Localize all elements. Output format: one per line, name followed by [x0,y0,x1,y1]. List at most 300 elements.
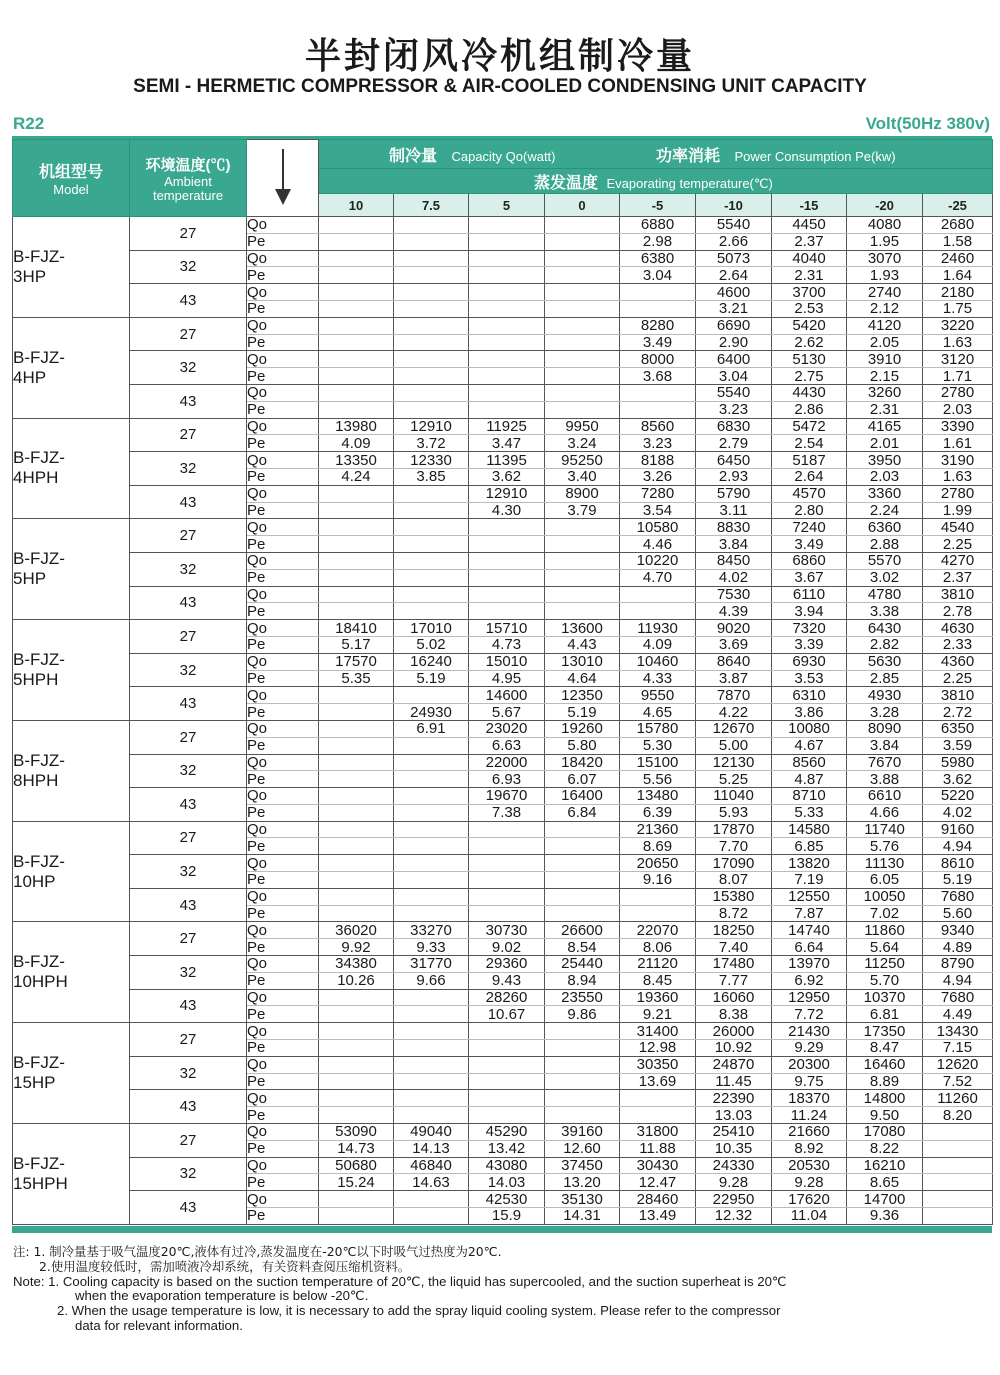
ambient-cell: 43 [130,888,247,922]
param-cell: Pe [247,1040,319,1057]
value-cell [319,788,394,805]
value-cell [545,401,620,418]
value-cell [469,1056,545,1073]
value-cell: 12.60 [545,1140,620,1157]
value-cell: 43080 [469,1157,545,1174]
value-cell: 8280 [620,317,696,334]
param-cell: Pe [247,1006,319,1023]
value-cell [620,1107,696,1124]
value-cell: 6.63 [469,737,545,754]
param-cell: Qo [247,1056,319,1073]
param-cell: Pe [247,670,319,687]
param-cell: Pe [247,401,319,418]
value-cell: 3.94 [772,603,847,620]
value-cell: 4780 [847,586,923,603]
value-cell: 8.07 [696,872,772,889]
param-cell: Pe [247,972,319,989]
value-cell: 4.09 [319,435,394,452]
value-cell: 5.60 [923,905,993,922]
value-cell [394,1073,469,1090]
value-cell: 2.78 [923,603,993,620]
value-cell [394,1006,469,1023]
value-cell: 1.71 [923,368,993,385]
value-cell: 12910 [469,485,545,502]
value-cell: 15.24 [319,1174,394,1191]
param-cell: Pe [247,1140,319,1157]
ambient-cell: 32 [130,452,247,486]
value-cell: 5.17 [319,636,394,653]
value-cell: 3.21 [696,300,772,317]
value-cell: 6.05 [847,872,923,889]
value-cell: 6.93 [469,771,545,788]
value-cell: 20300 [772,1056,847,1073]
value-cell [394,872,469,889]
value-cell: 6.07 [545,771,620,788]
param-cell: Pe [247,737,319,754]
value-cell: 18250 [696,922,772,939]
note-zh-2: 2.使用温度较低时，需加喷液冷却系统，有关资料查阅压缩机资料。 [39,1258,411,1274]
value-cell: 6.39 [620,804,696,821]
value-cell [319,1208,394,1225]
value-cell: 10.67 [469,1006,545,1023]
value-cell [469,1090,545,1107]
value-cell [469,300,545,317]
value-cell [620,888,696,905]
value-cell: 14600 [469,687,545,704]
value-cell [469,401,545,418]
param-cell: Qo [247,284,319,301]
param-cell: Qo [247,384,319,401]
value-cell: 5.35 [319,670,394,687]
value-cell [469,368,545,385]
table-row [13,821,993,838]
value-cell: 3.49 [620,334,696,351]
value-cell [319,888,394,905]
page-title-zh: 半封闭风冷机组制冷量 [304,36,695,77]
value-cell: 6360 [847,519,923,536]
value-cell [620,586,696,603]
value-cell [319,1040,394,1057]
value-cell: 6.81 [847,1006,923,1023]
value-cell: 8900 [545,485,620,502]
value-cell: 7.40 [696,939,772,956]
value-cell: 4430 [772,384,847,401]
value-cell: 9.02 [469,939,545,956]
capacity-power-header: 制冷量 Capacity Qo(watt) 功率消耗 Power Consumption Pe(kw) [319,140,993,169]
param-cell: Qo [247,1090,319,1107]
param-cell: Pe [247,334,319,351]
value-cell [545,855,620,872]
param-cell: Pe [247,536,319,553]
value-cell: 6830 [696,418,772,435]
value-cell: 9.36 [847,1208,923,1225]
value-cell: 12130 [696,754,772,771]
value-cell [319,1191,394,1208]
value-cell: 17620 [772,1191,847,1208]
value-cell: 49040 [394,1124,469,1141]
value-cell [469,1073,545,1090]
value-cell [545,552,620,569]
value-cell: 6.85 [772,838,847,855]
value-cell: 1.61 [923,435,993,452]
value-cell: 3.49 [772,536,847,553]
value-cell [394,586,469,603]
value-cell: 31800 [620,1124,696,1141]
value-cell: 9.43 [469,972,545,989]
param-cell: Qo [247,788,319,805]
value-cell: 4.65 [620,704,696,721]
value-cell [545,838,620,855]
value-cell [394,300,469,317]
value-cell: 3.28 [847,704,923,721]
value-cell [319,1006,394,1023]
value-cell [545,217,620,234]
value-cell [469,267,545,284]
value-cell: 3.26 [620,468,696,485]
value-cell: 13.03 [696,1107,772,1124]
value-cell: 1.75 [923,300,993,317]
value-cell [319,267,394,284]
value-cell: 9550 [620,687,696,704]
value-cell: 8.20 [923,1107,993,1124]
value-cell [469,821,545,838]
value-cell [394,485,469,502]
value-cell [394,855,469,872]
value-cell: 18410 [319,620,394,637]
value-cell [394,1208,469,1225]
param-cell: Qo [247,250,319,267]
value-cell: 8.47 [847,1040,923,1057]
value-cell [545,1073,620,1090]
value-cell [319,1107,394,1124]
value-cell: 2780 [923,485,993,502]
param-cell: Pe [247,1208,319,1225]
table-row [13,351,993,368]
value-cell: 11925 [469,418,545,435]
model-cell: B-FJZ- 5HPH [13,620,130,721]
table-row [13,384,993,401]
value-cell [620,401,696,418]
value-cell: 10.26 [319,972,394,989]
value-cell: 12.32 [696,1208,772,1225]
value-cell: 4.09 [620,636,696,653]
value-cell: 30350 [620,1056,696,1073]
value-cell: 4.22 [696,704,772,721]
value-cell: 3810 [923,586,993,603]
value-cell: 2.79 [696,435,772,452]
value-cell: 4.87 [772,771,847,788]
value-cell: 5540 [696,217,772,234]
value-cell: 5980 [923,754,993,771]
value-cell [319,334,394,351]
value-cell: 5540 [696,384,772,401]
table-row [13,687,993,704]
ambient-cell: 32 [130,552,247,586]
param-cell: Qo [247,888,319,905]
value-cell [545,905,620,922]
table-row [13,1090,993,1107]
table-row [13,653,993,670]
param-cell: Pe [247,1107,319,1124]
note-en-2b: data for relevant information. [75,1317,243,1333]
value-cell: 14.13 [394,1140,469,1157]
value-cell [545,250,620,267]
model-cell: B-FJZ- 4HPH [13,418,130,519]
value-cell: 3.85 [394,468,469,485]
value-cell [923,1208,993,1225]
ambient-cell: 27 [130,1124,247,1158]
value-cell [319,905,394,922]
value-cell: 6.64 [772,939,847,956]
value-cell: 13980 [319,418,394,435]
model-cell: B-FJZ- 10HPH [13,922,130,1023]
param-cell: Qo [247,956,319,973]
value-cell: 21660 [772,1124,847,1141]
value-cell: 5790 [696,485,772,502]
value-cell [469,250,545,267]
value-cell: 11.88 [620,1140,696,1157]
value-cell: 3.11 [696,502,772,519]
value-cell [394,1107,469,1124]
value-cell [394,788,469,805]
evap-temp-col-header: -15 [772,194,847,217]
value-cell: 8.94 [545,972,620,989]
value-cell: 7240 [772,519,847,536]
value-cell: 11260 [923,1090,993,1107]
refrigerant-label: R22 [13,114,45,133]
value-cell: 4.39 [696,603,772,620]
value-cell [319,704,394,721]
value-cell: 4.70 [620,569,696,586]
value-cell [319,687,394,704]
param-cell: Qo [247,586,319,603]
value-cell [620,603,696,620]
value-cell: 4.43 [545,636,620,653]
value-cell [469,603,545,620]
value-cell [394,233,469,250]
value-cell: 6110 [772,586,847,603]
value-cell: 4.67 [772,737,847,754]
value-cell: 7870 [696,687,772,704]
value-cell: 3120 [923,351,993,368]
value-cell: 4.89 [923,939,993,956]
value-cell: 2.62 [772,334,847,351]
value-cell: 30430 [620,1157,696,1174]
value-cell [394,1023,469,1040]
value-cell: 2.53 [772,300,847,317]
value-cell [319,485,394,502]
value-cell: 4.30 [469,502,545,519]
value-cell: 7320 [772,620,847,637]
value-cell: 8090 [847,720,923,737]
value-cell: 17570 [319,653,394,670]
value-cell: 4.24 [319,468,394,485]
table-row [13,1023,993,1040]
table-row [13,922,993,939]
value-cell: 21360 [620,821,696,838]
value-cell: 15380 [696,888,772,905]
value-cell: 3260 [847,384,923,401]
value-cell [620,905,696,922]
value-cell: 18420 [545,754,620,771]
value-cell [469,1040,545,1057]
value-cell: 9.75 [772,1073,847,1090]
value-cell: 29360 [469,956,545,973]
value-cell: 8610 [923,855,993,872]
value-cell: 13480 [620,788,696,805]
value-cell: 3.04 [696,368,772,385]
value-cell: 7.02 [847,905,923,922]
value-cell: 3.54 [620,502,696,519]
value-cell [319,368,394,385]
value-cell [469,536,545,553]
value-cell: 16460 [847,1056,923,1073]
value-cell [923,1140,993,1157]
value-cell [394,989,469,1006]
value-cell: 1.63 [923,334,993,351]
value-cell: 4.46 [620,536,696,553]
value-cell [545,586,620,603]
value-cell: 2680 [923,217,993,234]
note-zh-1: 注: 1. 制冷量基于吸气温度20℃,液体有过冷,蒸发温度在-20℃以下时吸气过热度为20℃. [13,1244,502,1259]
value-cell [319,872,394,889]
value-cell [394,317,469,334]
value-cell [469,1023,545,1040]
value-cell [394,821,469,838]
value-cell: 5073 [696,250,772,267]
value-cell [394,603,469,620]
table-row [13,720,993,737]
value-cell: 26600 [545,922,620,939]
value-cell: 2.12 [847,300,923,317]
value-cell: 5570 [847,552,923,569]
value-cell: 6930 [772,653,847,670]
value-cell: 5420 [772,317,847,334]
value-cell [319,586,394,603]
param-cell: Qo [247,1124,319,1141]
value-cell: 2.90 [696,334,772,351]
value-cell: 3.79 [545,502,620,519]
param-cell: Qo [247,989,319,1006]
model-cell: B-FJZ- 3HP [13,217,130,318]
value-cell: 8.06 [620,939,696,956]
value-cell [469,233,545,250]
value-cell: 8790 [923,956,993,973]
value-cell: 36020 [319,922,394,939]
value-cell [319,804,394,821]
value-cell: 13.69 [620,1073,696,1090]
ambient-cell: 32 [130,351,247,385]
model-cell: B-FJZ- 4HP [13,317,130,418]
value-cell: 37450 [545,1157,620,1174]
value-cell: 14.63 [394,1174,469,1191]
value-cell [469,519,545,536]
value-cell: 2.15 [847,368,923,385]
value-cell: 5630 [847,653,923,670]
value-cell [319,519,394,536]
ambient-cell: 27 [130,217,247,251]
value-cell [545,267,620,284]
value-cell: 9.66 [394,972,469,989]
value-cell: 3.67 [772,569,847,586]
value-cell: 4.66 [847,804,923,821]
value-cell: 16240 [394,653,469,670]
evap-temp-col-header: -20 [847,194,923,217]
param-cell: Qo [247,418,319,435]
value-cell: 12620 [923,1056,993,1073]
value-cell: 19670 [469,788,545,805]
param-cell: Qo [247,485,319,502]
value-cell: 3.72 [394,435,469,452]
value-cell [469,1107,545,1124]
value-cell: 5.67 [469,704,545,721]
value-cell: 13.20 [545,1174,620,1191]
value-cell: 13.42 [469,1140,545,1157]
ambient-cell: 32 [130,754,247,788]
value-cell: 2.24 [847,502,923,519]
value-cell: 21430 [772,1023,847,1040]
voltage-label: Volt(50Hz 380v) [865,114,990,133]
value-cell: 95250 [545,452,620,469]
value-cell [545,519,620,536]
value-cell: 3220 [923,317,993,334]
value-cell: 34380 [319,956,394,973]
value-cell: 12670 [696,720,772,737]
value-cell: 8.89 [847,1073,923,1090]
value-cell: 15.9 [469,1208,545,1225]
param-cell: Qo [247,687,319,704]
value-cell: 7.87 [772,905,847,922]
value-cell: 13350 [319,452,394,469]
value-cell: 8560 [620,418,696,435]
value-cell [319,855,394,872]
param-cell: Qo [247,821,319,838]
value-cell: 8.54 [545,939,620,956]
value-cell: 1.95 [847,233,923,250]
model-header: 机组型号 Model [13,140,130,217]
value-cell [319,300,394,317]
value-cell: 6310 [772,687,847,704]
value-cell [469,838,545,855]
value-cell: 45290 [469,1124,545,1141]
value-cell [319,754,394,771]
value-cell: 5.19 [545,704,620,721]
value-cell: 8640 [696,653,772,670]
value-cell: 1.99 [923,502,993,519]
value-cell: 2.25 [923,536,993,553]
ambient-cell: 32 [130,653,247,687]
value-cell: 2.72 [923,704,993,721]
value-cell [319,821,394,838]
value-cell [394,552,469,569]
value-cell: 9.29 [772,1040,847,1057]
ambient-cell: 27 [130,720,247,754]
value-cell: 5220 [923,788,993,805]
value-cell: 4.94 [923,972,993,989]
model-cell: B-FJZ- 8HPH [13,720,130,821]
value-cell: 11040 [696,788,772,805]
value-cell [394,267,469,284]
value-cell: 23550 [545,989,620,1006]
value-cell: 14.73 [319,1140,394,1157]
value-cell: 9.50 [847,1107,923,1124]
param-cell: Pe [247,300,319,317]
value-cell [469,284,545,301]
value-cell: 10580 [620,519,696,536]
value-cell [545,384,620,401]
value-cell: 11130 [847,855,923,872]
value-cell [469,905,545,922]
